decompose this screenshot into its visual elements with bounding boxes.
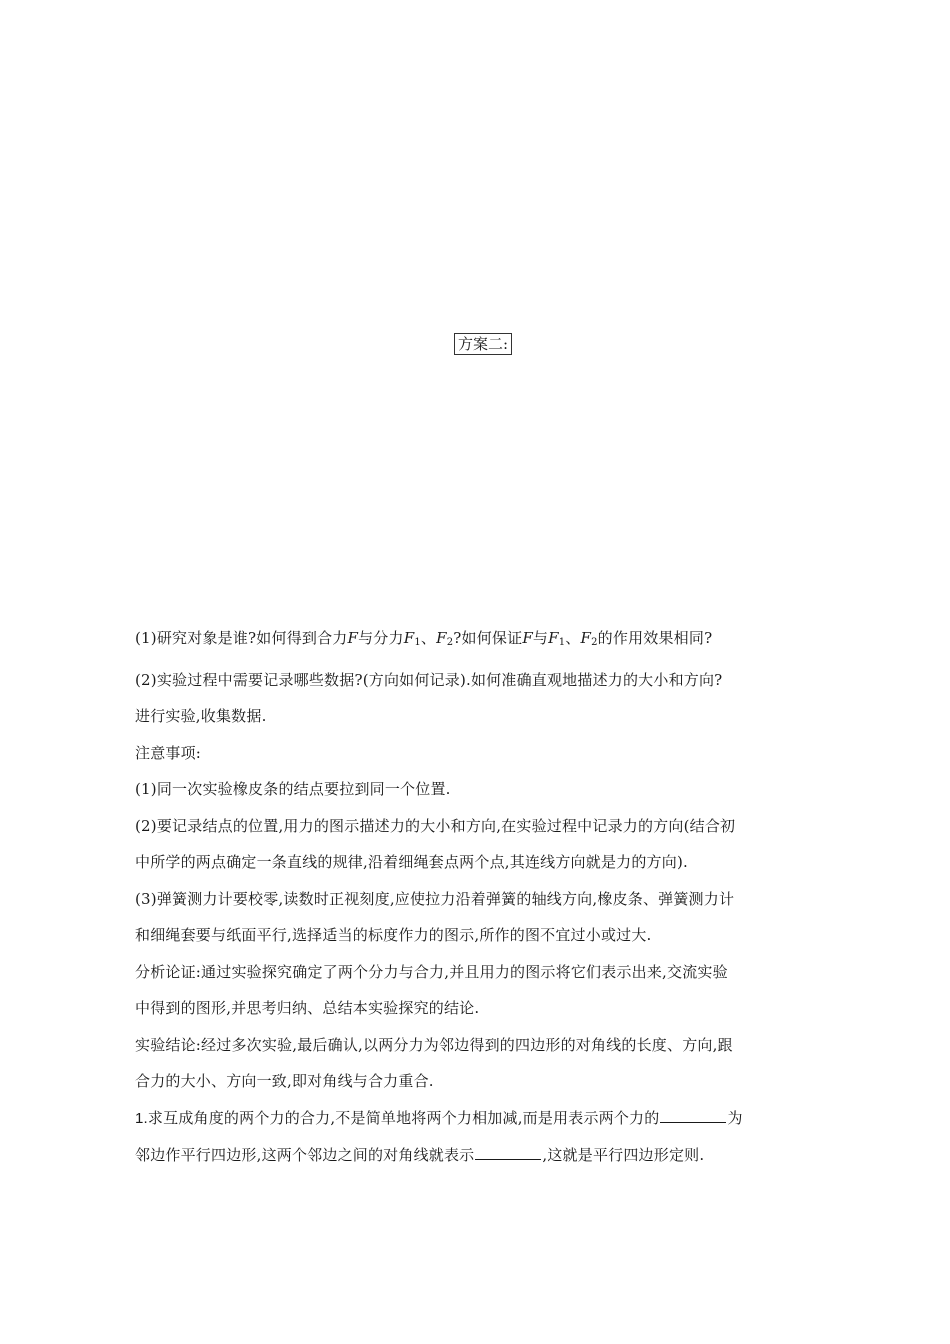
math-F2: $F_2$	[436, 629, 454, 648]
conclusion-line-2: 合力的大小、方向一致,即对角线与合力重合.	[135, 1072, 434, 1090]
math-F2-2: $F_2$	[580, 629, 598, 648]
note-1: (1)同一次实验橡皮条的结点要拉到同一个位置.	[135, 780, 451, 798]
conclusion-line-1: 实验结论:经过多次实验,最后确认,以两分力为邻边得到的四边形的对角线的长度、方向,跟	[135, 1035, 733, 1054]
exercise-1-line-2	[135, 1137, 825, 1174]
math-F: F	[347, 629, 359, 647]
fill-blank-2[interactable]	[475, 1145, 541, 1160]
math-F-2: F	[522, 629, 533, 647]
note-3-line-2: 和细绳套要与纸面平行,选择适当的标度作力的图示,所作的图不宜过小或过大.	[135, 926, 652, 944]
q1-text-3: ?如何保证	[453, 629, 523, 647]
note-2-line-1: (2)要记录结点的位置,用力的图示描述力的大小和方向,在实验过程中记录力的方向(结合初	[135, 816, 736, 835]
q1-sep-1: 、	[420, 629, 437, 647]
exercise-1-text-4: ,这就是平行四边形定则.	[542, 1146, 705, 1164]
q1-sep-2: 、	[565, 629, 581, 647]
q1-text-5: 的作用效果相同?	[597, 629, 713, 647]
analysis-line-2: 中得到的图形,并思考归纳、总结本实验探究的结论.	[135, 999, 480, 1017]
notes-title: 注意事项:	[135, 743, 202, 762]
math-F1-2: $F_1$	[548, 629, 566, 648]
document-body	[135, 620, 825, 1174]
exercise-1-text-3: 邻边作平行四边形,这两个邻边之间的对角线就表示	[135, 1146, 475, 1164]
exercise-1-text-2: 为	[727, 1108, 743, 1127]
analysis-line-1: 分析论证:通过实验探究确定了两个分力与合力,并且用力的图示将它们表示出来,交流实验	[135, 962, 728, 981]
question-1	[135, 620, 825, 662]
exercise-number: 1.	[135, 1109, 148, 1127]
note-2-line-2: 中所学的两点确定一条直线的规律,沿着细绳套点两个点,其连线方向就是力的方向).	[135, 853, 688, 871]
question-2: (2)实验过程中需要记录哪些数据?(方向如何记录).如何准确直观地描述力的大小和方向?	[135, 670, 723, 689]
note-3-line-1: (3)弹簧测力计要校零,读数时正视刻度,应使拉力沿着弹簧的轴线方向,橡皮条、弹簧测力计	[135, 889, 735, 908]
plan-two-label: 方案二:	[454, 333, 512, 355]
exercise-1-text-1: 求互成角度的两个力的合力,不是简单地将两个力相加减,而是用表示两个力的	[147, 1108, 660, 1127]
fill-blank-1[interactable]	[660, 1108, 726, 1123]
q1-text-1: (1)研究对象是谁?如何得到合力	[135, 629, 348, 647]
conduct-experiment: 进行实验,收集数据.	[135, 707, 267, 725]
q1-text-2: 与分力	[358, 629, 404, 647]
exercise-1-line-1	[135, 1100, 825, 1138]
q1-text-4: 与	[532, 629, 549, 647]
math-F1: $F_1$	[403, 629, 421, 648]
